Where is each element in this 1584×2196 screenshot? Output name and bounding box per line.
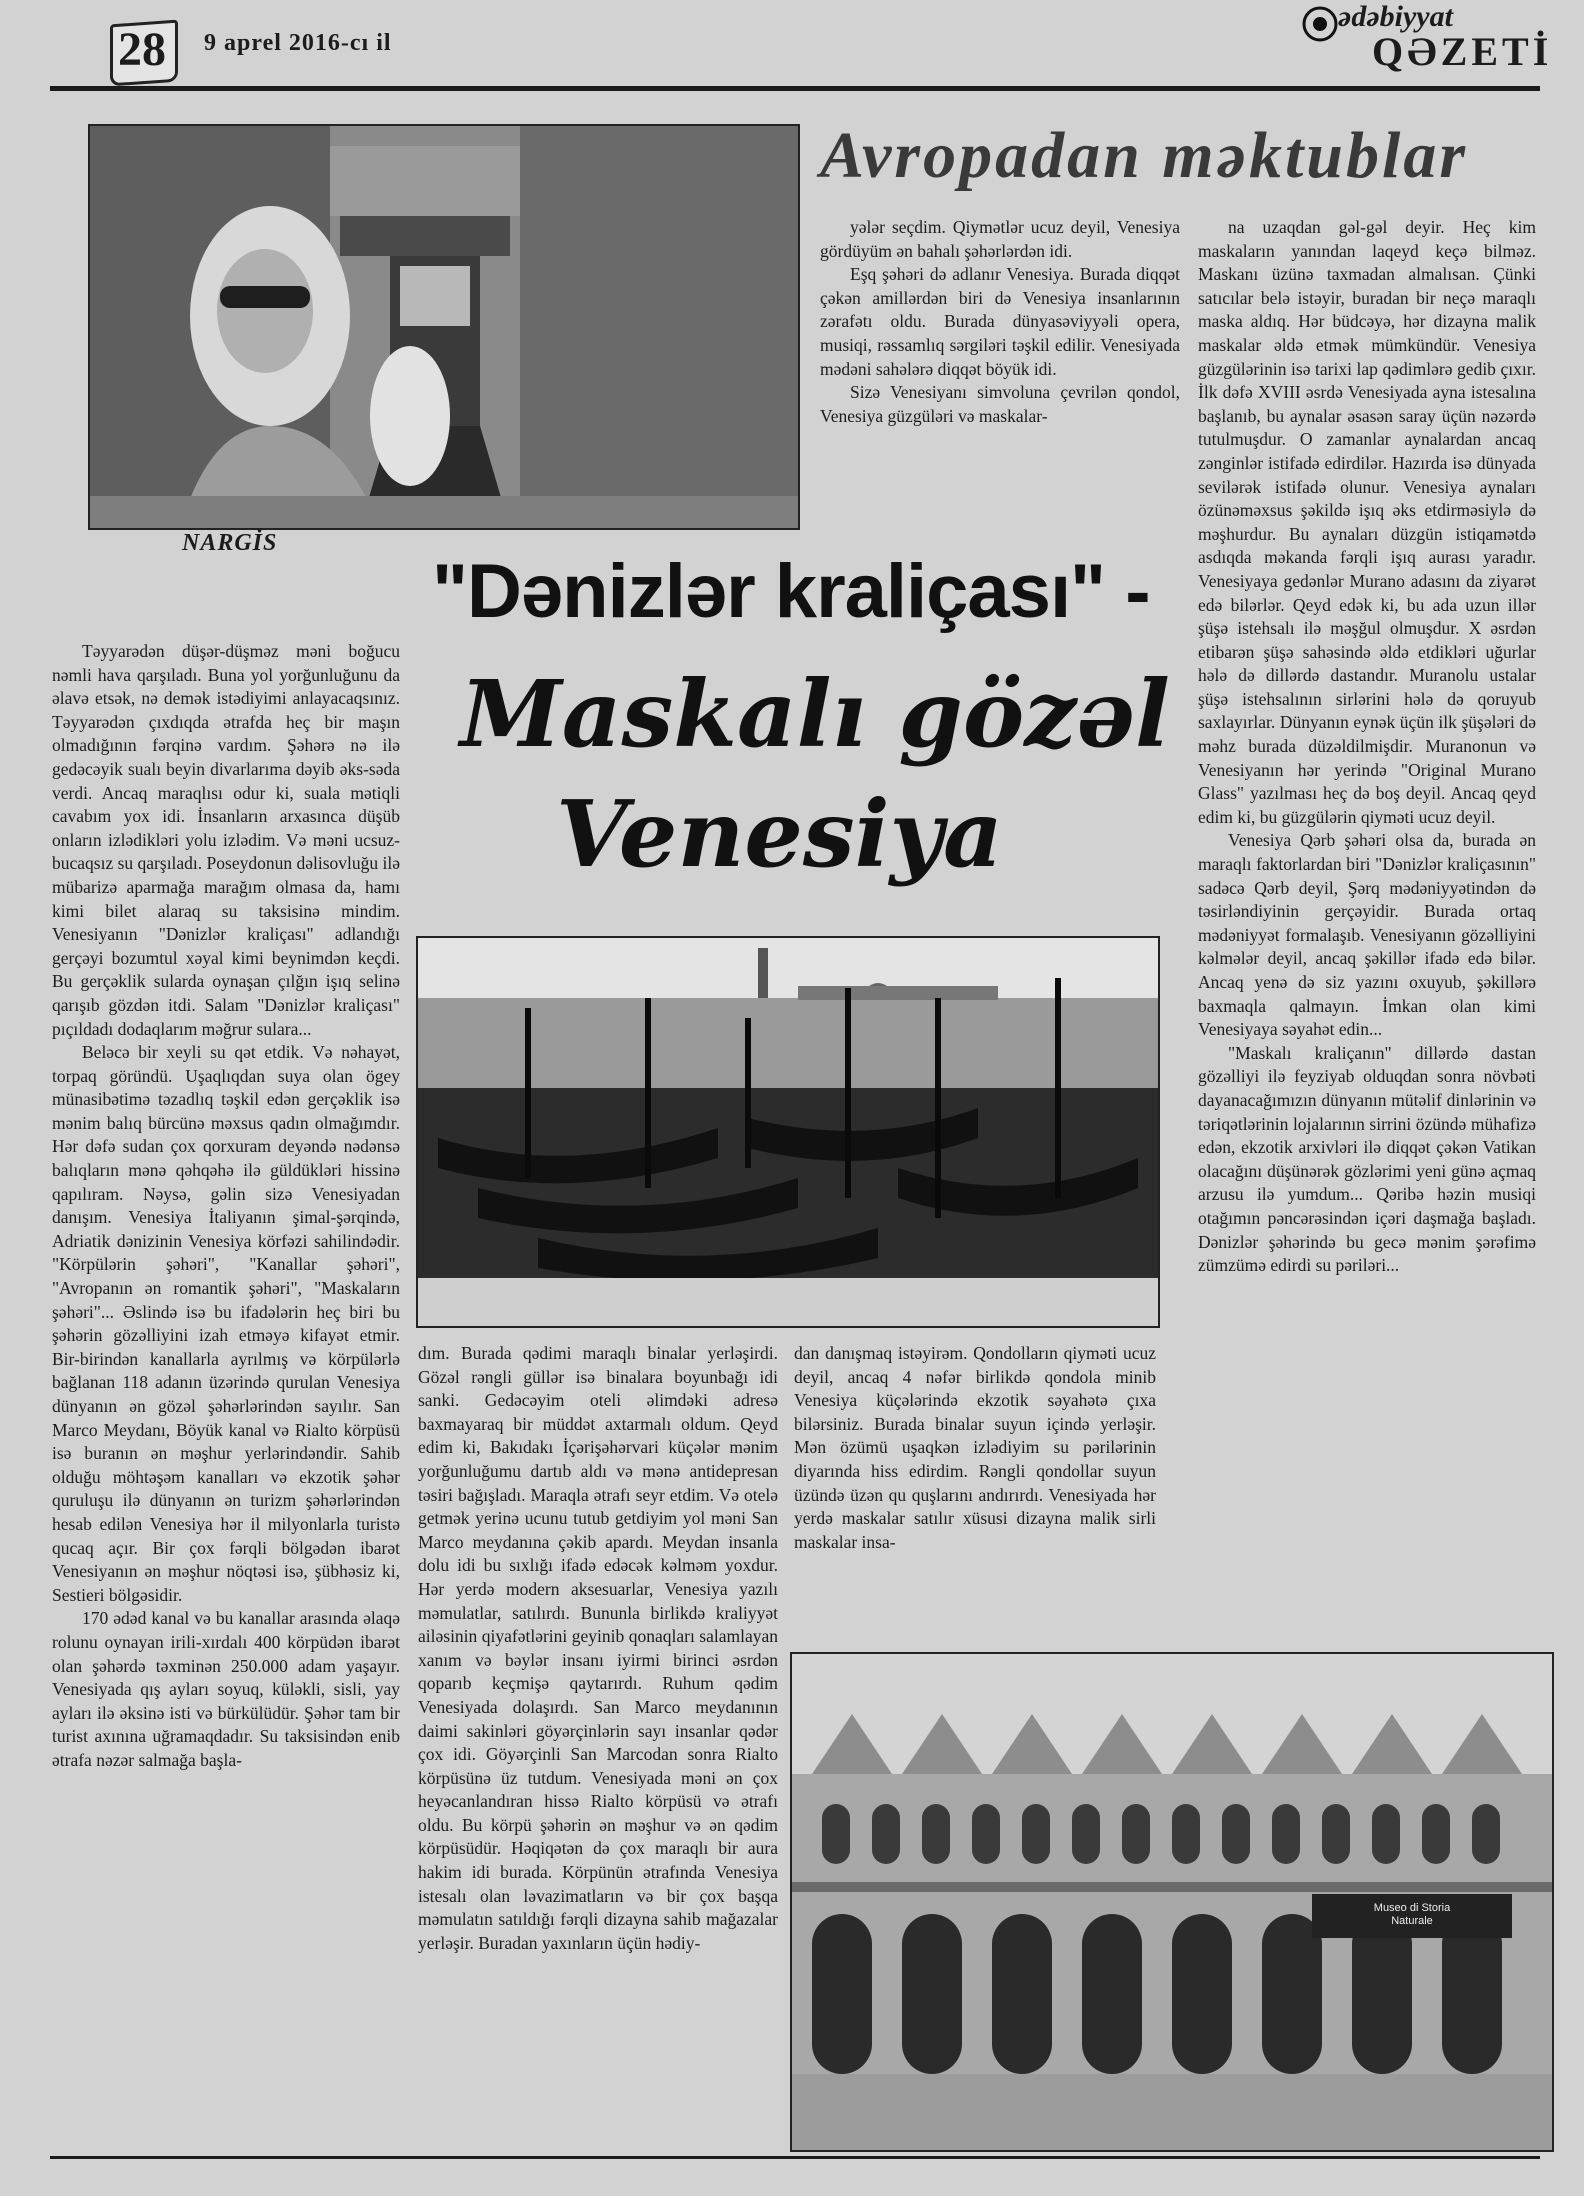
headline-line-2: Maskalı gözəl bbox=[460, 660, 1170, 768]
logo-text-bottom: QƏZETİ bbox=[1372, 29, 1553, 74]
series-title: Avropadan məktublar bbox=[820, 119, 1469, 192]
article-column-4 bbox=[1198, 216, 1536, 1278]
paragraph: Təyyarədən düşər-düşməz məni boğucu nəmli hava qarşıladı. Buna yol yorğunluğunu da əlavə etsək, nə demək istədiyimi anlayacaqsınız. Təyyarədən çıxdıqda ətrafda heç bir maşın olmadığının fərqinə vardım. Şəhərə nə ilə gedəcəyik sualı beyin divarlarıma dəyib əks-səda verdi. Ancaq maraqlısı odur ki, suala mətiqli cavabım yox idi. İnsanların arxasınca düşüb onların izlədikləri yolu izlədim. Və məni ucsuz-bucaqsız su qarşıladı. Poseydonun dəlisovluğu ilə mübarizə aparmağa marağım olmasa da, hamı kimi bilet alaraq su taksisinə mindim. Venesiyanın "Dənizlər kraliçası" adlandığı gerçəyi bozumtul xəyal kimi beynimdən keçdi. Bu gerçəklik sularda oynaşan çılğın işıq selinə qarışıb gözdən itdi. Salam "Dənizlər kraliçası" pıçıldadı dodaqlarım məğrur sulara... bbox=[52, 641, 401, 1039]
header-divider bbox=[50, 86, 1540, 91]
paragraph: Beləcə bir xeyli su qət etdik. Və nəhayət, torpaq göründü. Uşaqlıqdan suya olan ögey münasibətimə təzadlıq təşkil edən gerçəklik isə mənim balıq bürcünə məxsus qadın olmağımdır. Hər dəfə sudan çox qorxuram deyəndə nədənsə balıqların mənə qəhqəhə ilə güldükləri hissinə qapılıram. Nəysə, gəlin sizə Venesiyadan danışım. Venesiya İtaliyanın şimal-şərqində, Adriatik dənizinin Venesiya körfəzi sahilindədir. "Körpülərin şəhəri", "Kanallar şəhəri", "Avropanın ən romantik şəhəri", "Maskaların şəhəri"... Əslində isə bu ifadələrin heç biri bu şəhərin gözəlliyini izah etməyə kifayət etmir. Bir-birindən kanallarla ayrılmış və körpülərlə bağlanan 118 adanın üzərində qurulan Venesiya dünyanın ən gözəl şəhərlərindən sayılır. San Marco Meydanı, Böyük kanal və Rialto körpüsü isə buranın ən məşhur yerlərindəndir. Sahib olduğu möhtəşəm kanalları və ekzotik şəhər quruluşu ilə dünyanın ən turizm şəhərlərindən hesab edilən Venesiya hər il milyonlarla turistə qucaq açır. Bir çox fərqli bölgədən ibarət Venesiyanın ən məşhur nöqtəsi isə, şübhəsiz ki, Sestieri bölgəsidir. bbox=[52, 1042, 400, 1605]
paragraph: yələr seçdim. Qiymətlər ucuz deyil, Venesiya gördüyüm ən bahalı şəhərlərdən idi. bbox=[820, 217, 1180, 261]
article-column-2-bottom bbox=[418, 1342, 778, 1955]
paragraph: na uzaqdan gəl-gəl deyir. Heç kim maskaların yanından laqeyd keçə bilməz. Maskanı üzünə taxmadan almalısan. Çünki satıcılar belə istəyir, buradan bir neçə maraqlı maska aldıq. Hər büdcəyə, hər dizayna malik maskalar əldə etmək mümkündür. Venesiya güzgülərinin isə tarixi lap qədimlərə gedib çıxır. İlk dəfə XVIII əsrdə Venesiyada ayna istesalına başlanıb, bu aynalar əsasən saray üçün nəzərdə tutulmuşdur. O zamanlar aynalardan ancaq zənginlər istifadə edirdilər. Hazırda isə dünyada sevilərək istifadə olunur. Venesiya aynaları özünəməxsus şəkildə işıq əks etdirməsiylə də məşhurdur. Bu aynaları düzgün istiqamətdə asdıqda məkanda fərqli işıq aurası yaradır. Venesiyaya gedənlər Murano adasını da ziyarət edə bilərlər. Qeyd edək ki, bu ada uzun illər şüşə istehsalı ilə məşğul olmuşdur. X əsrdən etibarən şüşə sahəsində əldə etdikləri uğurlar hələ də dillərdə dastandır. Muranolu ustalar şüşə istehsalının sirlərini hələ də qoruyub saxlayırlar. Dünyanın eynək üçün ilk şüşələri də məhz burada düzəldilmişdir. Muranonun və Venesiyanın hər yerində "Original Murano Glass" yazılması heç də boş deyil. Ancaq qeyd edim ki, bu güzgülərin qiyməti ucuz deyil. bbox=[1198, 217, 1536, 827]
author-name: NARGİS bbox=[182, 530, 278, 556]
photo-gondolas bbox=[416, 936, 1160, 1328]
paragraph: dım. Burada qədimi maraqlı binalar yerləşirdi. Gözəl rəngli güllər isə binalara boyunbağı idi sanki. Gedəcəyim oteli əlimdəki adresə baxmayaraq bir müddət axtarmalı oldum. Qeyd edim ki, Bakıdakı İçərişəhərvari küçələr mənim yorğunluğumu dartıb aldı və mənə antidepresan təsiri bağışladı. Maraqla ətrafı seyr etdim. Və otelə getmək yerinə ucunu tutub getdiyim yol məni San Marco meydanına çəkib apardı. Meydan insanla dolu idi bu sıxlığı ifadə edəcək kəlməm yoxdur. Hər yerdə modern aksesuarlar, Venesiya yazılı məmulatlar, satılırdı. Bununla birlikdə kraliyyət ailəsinin qiyafətlərini geyinib qonaqları salamlayan xanım və bəylər insanı iyirmi birinci əsrdən qoparıb keçmişə qaytarırdı. Ruhum qədim Venesiyada dolaşırdı. San Marco meydanının daimi sakinləri göyərçinlərin sayı insanlar qədər çox idi. Göyərçinli San Marcodan sonra Rialto körpüsünə üz tutdum. Venesiyada məni ən çox heyəcanlandıran hissə Rialto körpüsü və ətrafı oldu. Bu körpü şəhərin ən məşhur və ən qədim körpüsüdür. Həqiqətən də çox maraqlı bir aura hakim idi burada. Körpünün ətrafında Venesiya istesalı olan ləvazimatların və bir çox başqa məmulatın satıldığı fərqli dizayna sahib mağazalar yerləşir. Buradan yaxınların üçün hədiy- bbox=[418, 1343, 778, 1953]
photo-canal-portrait bbox=[88, 124, 800, 530]
museum-sign-line-1: Museo di Storia bbox=[1373, 1902, 1451, 1914]
page-header bbox=[0, 0, 1584, 92]
page-number: 28 bbox=[118, 23, 166, 76]
paragraph: 170 ədəd kanal və bu kanallar arasında əlaqə rolunu oynayan irili-xırdalı 400 körpüdən ibarət olan şəhərdə təxminən 250.000 adam yaşayır. Venesiyada qış ayları soyuq, küləkli, sisli, yay ayları ilə əksinə isti və bürkülüdür. Şəhər tam bir turist axınına uğramaqdadır. Su taksisindən enib ətrafa nəzər salmağa başla- bbox=[52, 1608, 400, 1770]
issue-date: 9 aprel 2016-cı il bbox=[204, 30, 392, 56]
headline-line-1: "Dənizlər kraliçası" - bbox=[432, 549, 1150, 634]
paragraph: Sizə Venesiyanı simvoluna çevrilən qondol, Venesiya güzgüləri və maskalar- bbox=[820, 382, 1180, 426]
paragraph: "Maskalı kraliçanın" dillərdə dastan gözəlliyi ilə feyziyab olduqdan sonra növbəti dayanacağımızın dünyanın mütəlif dinlərinin və təriqətlərinin lojalarının sirrini özündə mühafizə edən, ekzotik arxivləri ilə diqqət çəkən Vatikan olacağını düşünərək gözlərimi yeni günə açmaq arzusu ilə yumdum... Qəribə həzin musiqi otağımın pəncərəsindən içəri daşmağa başladı. Dənizlər şəhərində bu gecə mənim şərəfimə zümzümə edirdi su pəriləri... bbox=[1198, 1042, 1536, 1276]
paragraph: Eşq şəhəri də adlanır Venesiya. Burada diqqət çəkən amillərdən biri də Venesiya insanlarının zərafətı oldu. Burada dünyasəviyyəli opera, musiqi, rəssamlıq sərgiləri təşkil edilir. Venesiyada mədəni sahələrə diqqət böyük idi. bbox=[820, 264, 1180, 379]
museum-sign bbox=[1332, 1902, 1492, 1928]
footer-divider bbox=[50, 2156, 1540, 2159]
photo-museum-building bbox=[790, 1652, 1554, 2152]
article-column-3-top bbox=[820, 216, 1180, 428]
headline-line-3: Venesiya bbox=[556, 780, 1003, 888]
logo-text-top: ədəbiyyat bbox=[1338, 0, 1453, 33]
article-column-3-bottom bbox=[794, 1342, 1156, 1554]
paragraph: Venesiya Qərb şəhəri olsa da, burada ən maraqlı faktorlardan biri "Dənizlər kraliçasının" sadəcə Qərb deyil, Şərq mədəniyyətindən də təsirləndiyinin gerçəyidir. Burada ortaq mədəniyyət formalaşıb. Venesiyanın gözəlliyini kəlmələr deyil, ancaq şəkillər ifadə edə bilər. Ancaq yenə də siz yazını oxuyub, şəkillərə baxmaqla qalmayın. İmkan olan kimi Venesiyaya səyahət edin... bbox=[1198, 830, 1536, 1040]
paragraph: dan danışmaq istəyirəm. Qondolların qiyməti ucuz deyil, ancaq 4 nəfər birlikdə qondola minib Venesiya küçələrində ekzotik səyahətə çıxa bilərsiniz. Burada binalar suyun içində yerləşir. Mən özümü uşaqkən izlədiyim su pərilərinin diyarında hiss edirdim. Rəngli qondollar suyun üzündə üzən qu quşlarını andırırdı. Venesiyada hər yerdə maskalar satılır xüsusi dizayna malik sirli maskalar insa- bbox=[794, 1343, 1156, 1552]
museum-sign-line-2: Naturale bbox=[1391, 1915, 1433, 1927]
article-column-1 bbox=[52, 640, 400, 1773]
